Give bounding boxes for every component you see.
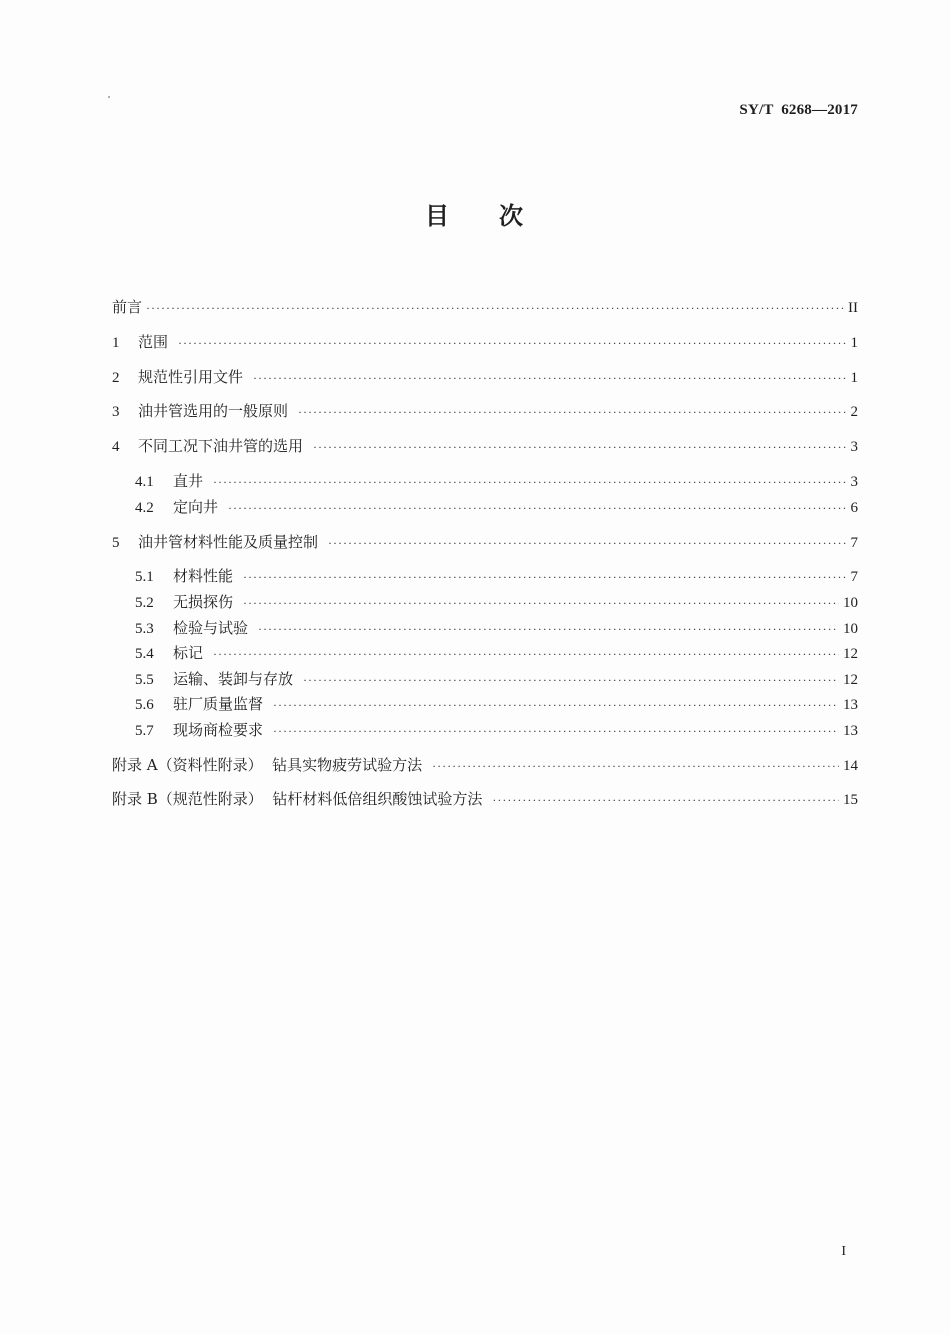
toc-entry-label: 无损探伤 [173, 593, 234, 611]
toc-entry-5[interactable] [112, 531, 858, 553]
toc-entry-page: 14 [843, 758, 858, 774]
toc-entry-page: 10 [843, 621, 858, 637]
toc-entry-number: 5.2 [135, 595, 154, 611]
toc-entry-label: 驻厂质量监督 [173, 695, 264, 713]
toc-entry-label: 油井管选用的一般原则 [138, 402, 289, 420]
toc-leader-dots [243, 592, 839, 614]
toc-entry-number: 5.4 [135, 646, 154, 662]
toc-entry-number: 2 [112, 370, 120, 386]
toc-entry-5-6[interactable] [135, 693, 858, 715]
toc-entry-label: 附录 A（资料性附录） 钻具实物疲劳试验方法 [112, 756, 423, 774]
toc-entry-page: 1 [850, 335, 858, 351]
toc-entry-page: 15 [843, 792, 858, 808]
toc-entry-label: 定向井 [173, 498, 219, 516]
toc-entry-number: 4 [112, 439, 120, 455]
toc-entry-label: 标记 [173, 644, 204, 662]
toc-entry-foreword[interactable] [112, 296, 858, 318]
toc-entry-page: 3 [850, 474, 858, 490]
title-char-2: 次 [499, 202, 525, 230]
toc-entry-5-4[interactable] [135, 642, 858, 664]
toc-entry-page: 10 [843, 595, 858, 611]
toc-entry-5-7[interactable] [135, 719, 858, 741]
toc-entry-appendix-b[interactable] [112, 788, 858, 810]
toc-leader-dots [432, 755, 839, 777]
title-char-1: 目 [425, 202, 451, 230]
toc-entry-number: 5.5 [135, 672, 154, 688]
toc-entry-label: 直井 [173, 472, 204, 490]
toc-leader-dots [258, 618, 839, 640]
standard-code: SY/T 6268—2017 [739, 102, 858, 118]
toc-entry-page: 13 [843, 723, 858, 739]
toc-entry-5-3[interactable] [135, 617, 858, 639]
toc-leader-dots [146, 297, 844, 319]
scan-speck [108, 96, 110, 98]
toc-entry-label: 附录 B（规范性附录） 钻杆材料低倍组织酸蚀试验方法 [112, 790, 483, 808]
toc-entry-label: 现场商检要求 [173, 721, 264, 739]
toc-entry-label: 前言 [112, 298, 143, 316]
toc-entry-4[interactable] [112, 435, 858, 457]
toc-leader-dots [253, 367, 846, 389]
toc-entry-label: 规范性引用文件 [138, 368, 244, 386]
toc-leader-dots [298, 401, 846, 423]
toc-leader-dots [178, 332, 846, 354]
toc-entry-5-5[interactable] [135, 668, 858, 690]
toc-entry-number: 5.7 [135, 723, 154, 739]
page-title [0, 196, 950, 231]
toc-entry-label: 油井管材料性能及质量控制 [138, 533, 319, 551]
toc-entry-appendix-a[interactable] [112, 754, 858, 776]
toc-leader-dots [273, 694, 839, 716]
toc-entry-number: 5 [112, 535, 120, 551]
toc-entry-number: 5.6 [135, 697, 154, 713]
toc-entry-number: 4.1 [135, 474, 154, 490]
toc-entry-page: 7 [850, 535, 858, 551]
toc-entry-label: 范围 [138, 333, 169, 351]
toc-leader-dots [213, 643, 839, 665]
toc-leader-dots [213, 471, 846, 493]
toc-entry-page: 13 [843, 697, 858, 713]
toc-entry-page: 6 [850, 500, 858, 516]
toc-entry-label: 检验与试验 [173, 619, 249, 637]
toc-leader-dots [243, 566, 846, 588]
toc-entry-label: 不同工况下油井管的选用 [138, 437, 304, 455]
toc-entry-5-2[interactable] [135, 591, 858, 613]
toc-entry-label: 运输、装卸与存放 [173, 670, 294, 688]
toc-leader-dots [273, 720, 839, 742]
toc-entry-3[interactable] [112, 400, 858, 422]
toc-entry-5-1[interactable] [135, 565, 858, 587]
toc-entry-page: II [848, 300, 858, 316]
toc-entry-4-1[interactable] [135, 470, 858, 492]
toc-leader-dots [328, 532, 846, 554]
toc-entry-page: 3 [850, 439, 858, 455]
toc-entry-number: 3 [112, 404, 120, 420]
toc-entry-page: 7 [850, 569, 858, 585]
toc-entry-label: 材料性能 [173, 567, 234, 585]
page-number: I [841, 1244, 846, 1259]
toc-entry-page: 12 [843, 672, 858, 688]
toc-entry-1[interactable] [112, 331, 858, 353]
toc-entry-4-2[interactable] [135, 496, 858, 518]
toc-entry-number: 5.1 [135, 569, 154, 585]
toc-leader-dots [228, 497, 846, 519]
toc-entry-page: 1 [850, 370, 858, 386]
toc-entry-page: 12 [843, 646, 858, 662]
toc-entry-2[interactable] [112, 366, 858, 388]
toc-entry-number: 4.2 [135, 500, 154, 516]
toc-entry-number: 1 [112, 335, 120, 351]
toc-leader-dots [492, 789, 839, 811]
toc-entry-page: 2 [850, 404, 858, 420]
toc-leader-dots [313, 436, 846, 458]
toc-leader-dots [303, 669, 839, 691]
toc-entry-number: 5.3 [135, 621, 154, 637]
